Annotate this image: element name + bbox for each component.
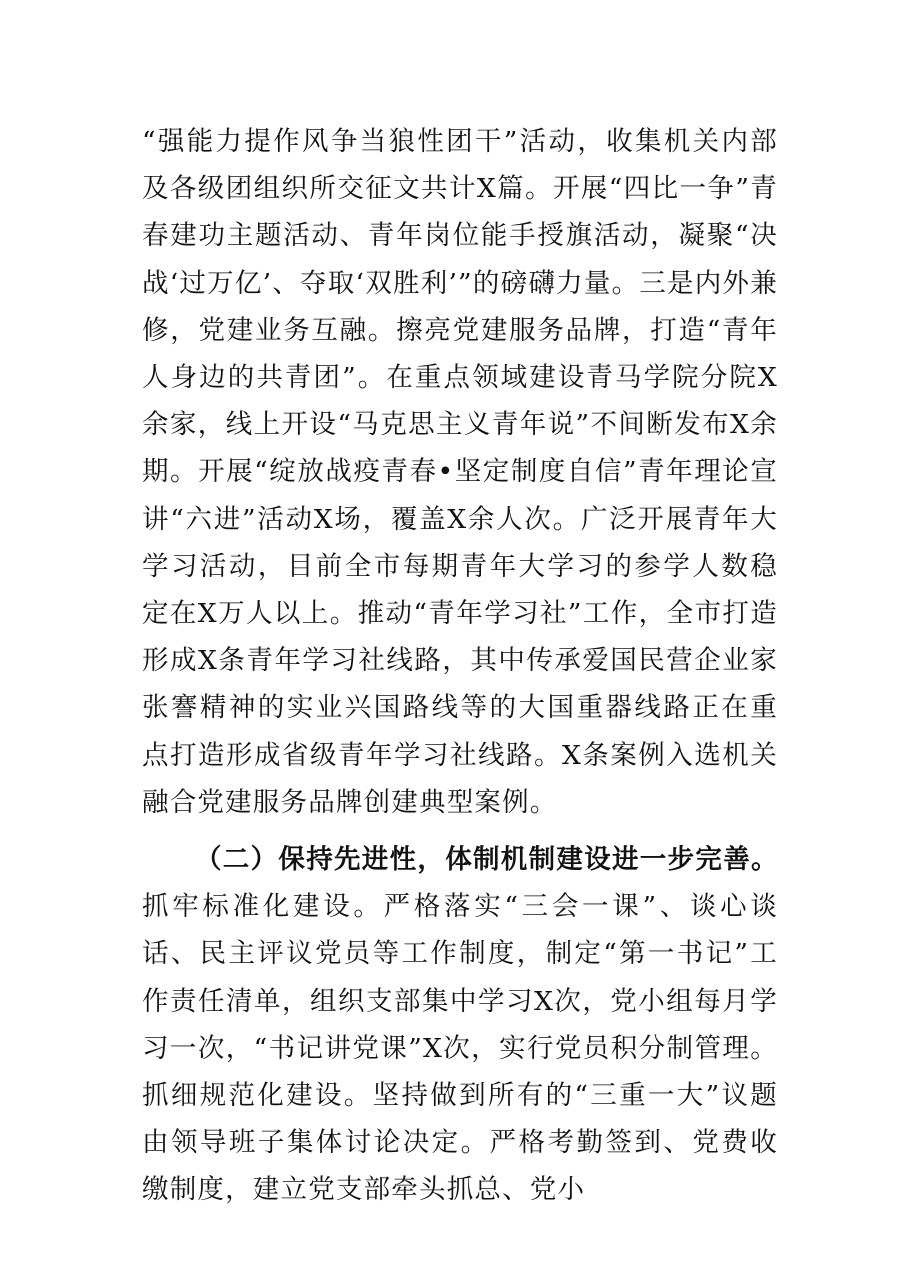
paragraph-2-text: 抓牢标准化建设。严格落实“三会一课”、谈心谈话、民主评议党员等工作制度，制定“第一书记”工作责任清单，组织支部集中学习X次，党小组每月学习一次，“书记讲党课”X次，实行党员积分制管理。抓细规范化建设。坚持做到所有的“三重一大”议题由领导班子集体讨论决定。严格考勤签到、党费收缴制度，建立党支部牵头抓总、党小 [142, 891, 778, 1206]
section-heading: （二）保持先进性，体制机制建设进一步完善。 [195, 844, 778, 876]
paragraph-1 [142, 118, 778, 826]
document-body [142, 118, 778, 1214]
paragraph-2 [142, 836, 778, 1214]
paragraph-1-text: “强能力提作风争当狼性团干”活动，收集机关内部及各级团组织所交征文共计X篇。开展“四比一争”青春建功主题活动、青年岗位能手授旗活动，凝聚“决战‘过万亿’、夺取‘双胜利’”的磅礴力量。三是内外兼修，党建业务互融。擦亮党建服务品牌，打造“青年人身边的共青团”。在重点领域建设青马学院分院X余家，线上开设“马克思主义青年说”不间断发布X余期。开展“绽放战疫青春•坚定制度自信”青年理论宣讲“六进”活动X场，覆盖X余人次。广泛开展青年大学习活动，目前全市每期青年大学习的参学人数稳定在X万人以上。推动“青年学习社”工作，全市打造形成X条青年学习社线路，其中传承爱国民营企业家张謇精神的实业兴国路线等的大国重器线路正在重点打造形成省级青年学习社线路。X条案例入选机关融合党建服务品牌创建典型案例。 [142, 126, 778, 818]
